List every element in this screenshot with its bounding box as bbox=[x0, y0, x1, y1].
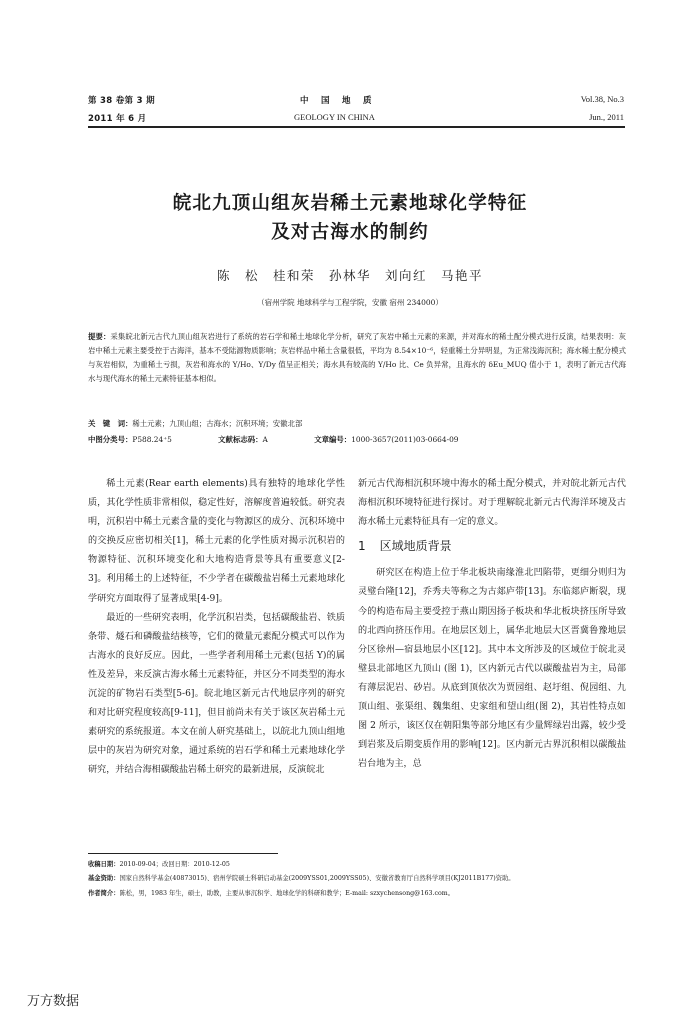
watermark-wanfang: 万方数据 bbox=[27, 994, 80, 1009]
footnotes bbox=[88, 858, 628, 901]
author-list: 陈 松 桂和荣 孙林华 刘向红 马艳平 bbox=[216, 268, 483, 283]
article-number: 1000-3657(2011)03-0664-09 bbox=[351, 435, 459, 444]
keywords-label: 关 键 词： bbox=[88, 419, 133, 428]
classification-line bbox=[88, 434, 626, 445]
intro-paragraph-1: 稀土元素(Rear earth elements)具有独特的地球化学性质，其化学性质非常相似，稳定性好，溶解度普遍较低。研究表明，沉积岩中稀土元素含量的变化与物源区的成分、沉积环境中的交换反应密切相关[1]，稀土元素的化学性质对揭示沉积岩的物源特征、沉积环境变化和大地构造背景等具有重要意义[2-3]。利用稀土的上述特征，不少学者在碳酸盐岩稀土元素地球化学研究方面取得了显著成果[4-9]。 bbox=[88, 479, 345, 604]
clc-number: P588.24⁺5 bbox=[132, 435, 172, 444]
clc-label: 中图分类号： bbox=[88, 435, 133, 444]
abstract-label: 提要： bbox=[88, 332, 111, 341]
journal-name-cn: 中 国 地 质 bbox=[300, 96, 374, 106]
doc-code: A bbox=[262, 435, 268, 444]
abstract-text: 采集皖北新元古代九顶山组灰岩进行了系统的岩石学和稀土地球化学分析，研究了灰岩中稀土元素的来源，并对海水的稀土配分模式进行反演，结果表明：灰岩中稀土元素主要受控于古海洋，基本不受陆源物质影响；灰岩样品中稀土含量很低，平均为 8.54×10⁻⁶，轻重稀土分异明显，为正常浅海沉积；海水稀土配分模式与灰岩相似，为重稀土亏损，灰岩和海水的 Y/Ho、Y/Dy 值呈正相关；海水具有较高的 Y/Ho 比、Ce 负异常，且海水的 δEu_MUQ 值小于 1，表明了新元古代海水与现代海水的稀土元素特征基本相似。 bbox=[88, 332, 626, 384]
intro-paragraph-2: 最近的一些研究表明，化学沉积岩类，包括碳酸盐岩、铁质条带、燧石和磷酸盐结核等，它们的微量元素配分模式可以作为古海水的良好反应。因此，一些学者利用稀土元素(包括 Y)的属性及差异，来反演古海水稀土元素特征，并区分不同类型的海水沉淀的矿物岩石类型[5-6]。皖北地区新元古代地层序列的研究和对比研究程度较高[9-11]，但目前尚未有关于该区灰岩稀土元素研究的系统报道。本文在前人研究基础上，以皖北九顶山组地层中的灰岩为研究对象，通过系统的岩石学和稀土元素地球化学研究，并结合海相碳酸盐岩稀土研究的最新进展，反演皖北 bbox=[88, 612, 345, 776]
footnote-rule bbox=[88, 853, 278, 854]
article-number-label: 文章编号： bbox=[314, 435, 352, 444]
left-column bbox=[88, 475, 345, 781]
doc-code-label: 文献标志码： bbox=[218, 435, 263, 444]
received-dates: 2010-09-04；改回日期：2010-12-05 bbox=[119, 861, 230, 868]
fund-label: 基金资助： bbox=[88, 875, 120, 883]
date-cn: 2011 年 6 月 bbox=[88, 114, 147, 124]
abstract bbox=[88, 330, 626, 386]
received-label: 收稿日期： bbox=[88, 861, 120, 868]
right-column bbox=[358, 475, 626, 774]
author-bio: 陈松，男，1983 年生，硕士，助教，主要从事沉积学、地球化学的科研和教学；E-mail: szxychensong@163.com。 bbox=[119, 889, 455, 897]
header-rule bbox=[88, 126, 625, 128]
fund-text: 国家自然科学基金(40873015)、宿州学院硕士科研启动基金(2009YSS01,2009YSS05)、安徽省教育厅自然科学项目(KJ2011B177)资助。 bbox=[119, 875, 515, 883]
affiliation: （宿州学院 地球科学与工程学院，安徽 宿州 234000） bbox=[257, 298, 443, 307]
paper-title-line1: 皖北九顶山组灰岩稀土元素地球化学特征 bbox=[172, 193, 528, 214]
intro-paragraph-3: 新元古代海相沉积环境中海水的稀土配分模式，并对皖北新元古代海相沉积环境特征进行探讨。对于理解皖北新元古代海洋环境及古海水稀土元素特征具有一定的意义。 bbox=[358, 479, 626, 528]
date-en: Jun., 2011 bbox=[589, 112, 624, 122]
section-number: 1 bbox=[358, 539, 366, 554]
volume-issue-en: Vol.38, No.3 bbox=[580, 94, 624, 104]
section-heading bbox=[358, 537, 626, 556]
keywords bbox=[88, 418, 626, 429]
volume-issue-cn: 第 38 卷第 3 期 bbox=[88, 96, 155, 106]
author-bio-label: 作者简介： bbox=[88, 889, 120, 897]
journal-name-en: GEOLOGY IN CHINA bbox=[294, 112, 375, 122]
keywords-text: 稀土元素；九顶山组；古海水；沉积环境；安徽北部 bbox=[132, 419, 303, 428]
paper-title-line2: 及对古海水的制约 bbox=[271, 222, 429, 243]
geology-paragraph: 研究区在构造上位于华北板块南缘淮北凹陷带，更细分则归为灵璧台隆[12]，乔秀夫等称之为古郯庐带[13]。东临郯庐断裂，现今的构造布局主要受控于燕山期因扬子板块和华北板块挤压所导致的北西向挤压作用。在地层区划上，属华北地层大区晋冀鲁豫地层分区徐州—宿县地层小区[12]。其中本文所涉及的区域位于皖北灵璧县北部地区九顶山 (图 1)，区内新元古代以碳酸盐岩为主，局部有薄层泥岩、砂岩。从底到顶依次为贾园组、赵圩组、倪园组、九顶山组、张渠组、魏集组、史家组和望山组(图 2)，其岩性特点如图 2 所示，该区仅在朝阳集等部分地区有少量辉绿岩出露，较少受到岩浆及后期变质作用的影响[12]。区内新元古界沉积相以碳酸盐岩台地为主，总 bbox=[358, 568, 626, 770]
section-title: 区域地质背景 bbox=[379, 539, 452, 554]
